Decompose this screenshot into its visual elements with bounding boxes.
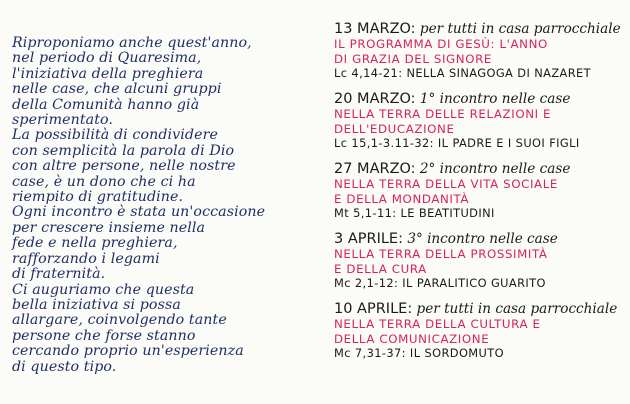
- event-header: [334, 92, 624, 107]
- event-theme-line: NELLA TERRA DELLA CULTURA E: [334, 317, 541, 331]
- event-date: 27 MARZO:: [334, 161, 416, 177]
- event-reading: Lc 4,14-21: NELLA SINAGOGA DI NAZARET: [334, 66, 592, 80]
- intro-line: con semplicità la parola di Dio: [12, 142, 235, 159]
- intro-line: con altre persone, nelle nostre: [12, 158, 236, 175]
- intro-line: case, è un dono che ci ha: [12, 173, 196, 190]
- event-theme-line: NELLA TERRA DELLA VITA SOCIALE: [334, 177, 558, 191]
- event-theme: [334, 177, 624, 206]
- event-date: 10 APRILE:: [334, 301, 413, 317]
- intro-line: La possibilità di condividere: [12, 127, 218, 144]
- event-reading: Lc 15,1-3.11-32: IL PADRE E I SUOI FIGLI: [334, 136, 580, 150]
- event-10-aprile: [334, 302, 624, 361]
- intro-line: Ogni incontro è stata un'occasione: [12, 204, 266, 221]
- event-theme: [334, 37, 624, 66]
- event-location: per tutti in casa parrocchiale: [419, 21, 621, 37]
- event-theme: [334, 107, 624, 136]
- event-theme-line: DELLA COMUNICAZIONE: [334, 331, 490, 346]
- intro-line: di questo tipo.: [12, 358, 117, 375]
- intro-paragraph: [12, 36, 312, 375]
- intro-line: l'iniziativa della preghiera: [12, 65, 204, 82]
- intro-line: fede e nella preghiera,: [12, 235, 178, 252]
- event-27-marzo: [334, 162, 624, 221]
- event-20-marzo: [334, 92, 624, 151]
- intro-line: riempito di gratitudine.: [12, 189, 184, 206]
- event-theme: [334, 247, 624, 276]
- event-theme-line: NELLA TERRA DELLE RELAZIONI E: [334, 107, 552, 121]
- event-header: [334, 302, 624, 317]
- event-location: 2° incontro nelle case: [419, 161, 571, 177]
- event-3-aprile: [334, 232, 624, 291]
- event-theme-line: E DELLA CURA: [334, 261, 427, 276]
- intro-line: persone che forse stanno: [12, 327, 196, 344]
- intro-line: sperimentato.: [12, 112, 114, 129]
- event-date: 13 MARZO:: [334, 21, 416, 37]
- event-location: per tutti in casa parrocchiale: [416, 301, 618, 317]
- intro-line: bella iniziativa si possa: [12, 296, 181, 313]
- event-reading: Mc 7,31-37: IL SORDOMUTO: [334, 346, 504, 360]
- intro-line: allargare, coinvolgendo tante: [12, 312, 227, 329]
- intro-line: per crescere insieme nella: [12, 219, 206, 236]
- event-header: [334, 162, 624, 177]
- intro-line: nelle case, che alcuni gruppi: [12, 81, 222, 98]
- intro-line: di fraternità.: [12, 266, 106, 283]
- event-header: [334, 22, 624, 37]
- event-reading: Mt 5,1-11: LE BEATITUDINI: [334, 206, 495, 220]
- event-date: 20 MARZO:: [334, 91, 416, 107]
- event-theme-line: E DELLA MONDANITÀ: [334, 191, 470, 206]
- event-reading: Mc 2,1-12: IL PARALITICO GUARITO: [334, 276, 546, 290]
- schedule: [334, 22, 624, 372]
- intro-line: Ci auguriamo che questa: [12, 281, 195, 298]
- event-theme-line: IL PROGRAMMA DI GESÙ: L'ANNO: [334, 37, 548, 51]
- event-theme-line: DI GRAZIA DEL SIGNORE: [334, 51, 492, 66]
- event-date: 3 APRILE:: [334, 231, 403, 247]
- event-13-marzo: [334, 22, 624, 81]
- event-theme-line: NELLA TERRA DELLA PROSSIMITÀ: [334, 247, 548, 261]
- event-theme: [334, 317, 624, 346]
- intro-line: cercando proprio un'esperienza: [12, 343, 244, 360]
- event-location: 1° incontro nelle case: [419, 91, 571, 107]
- event-location: 3° incontro nelle case: [407, 231, 558, 247]
- event-header: [334, 232, 624, 247]
- intro-line: della Comunità hanno già: [12, 96, 200, 113]
- event-theme-line: DELL'EDUCAZIONE: [334, 121, 455, 136]
- intro-line: Riproponiamo anche quest'anno,: [12, 35, 252, 51]
- intro-line: rafforzando i legami: [12, 250, 160, 267]
- intro-line: nel periodo di Quaresima,: [12, 50, 202, 67]
